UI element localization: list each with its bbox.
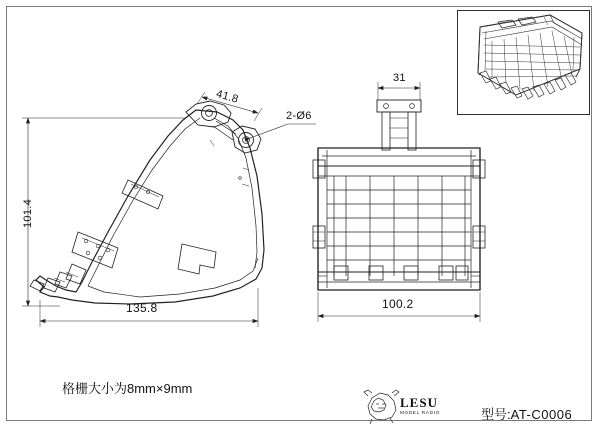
brand-block — [400, 396, 440, 416]
grille-size-note: 格栅大小为8mm×9mm — [62, 381, 193, 396]
model-number — [481, 404, 572, 423]
lesu-lion-logo — [364, 390, 399, 424]
dim-label-width-bottom-right: 100.2 — [382, 297, 414, 311]
callout-label-hole: 2-Ø6 — [286, 110, 312, 122]
dim-label-height-left: 101.4 — [22, 198, 34, 228]
dim-width-top-right — [378, 82, 420, 100]
model-label: 型号: — [481, 407, 511, 422]
model-code: AT-C0006 — [510, 407, 573, 422]
callout-hole — [250, 124, 316, 138]
brand-subtitle: MODEL RADIO — [400, 410, 441, 415]
dim-height-left — [22, 118, 186, 306]
brand-name: LESU — [400, 395, 438, 410]
dim-label-width-bottom-left: 135.8 — [126, 301, 158, 315]
dim-label-width-top-right: 31 — [393, 72, 406, 84]
side-view-bucket — [30, 101, 264, 304]
dim-label-angle-top: 41.8 — [214, 88, 240, 106]
isometric-bucket-inset — [457, 10, 590, 115]
front-view-bucket-grille — [313, 100, 485, 290]
